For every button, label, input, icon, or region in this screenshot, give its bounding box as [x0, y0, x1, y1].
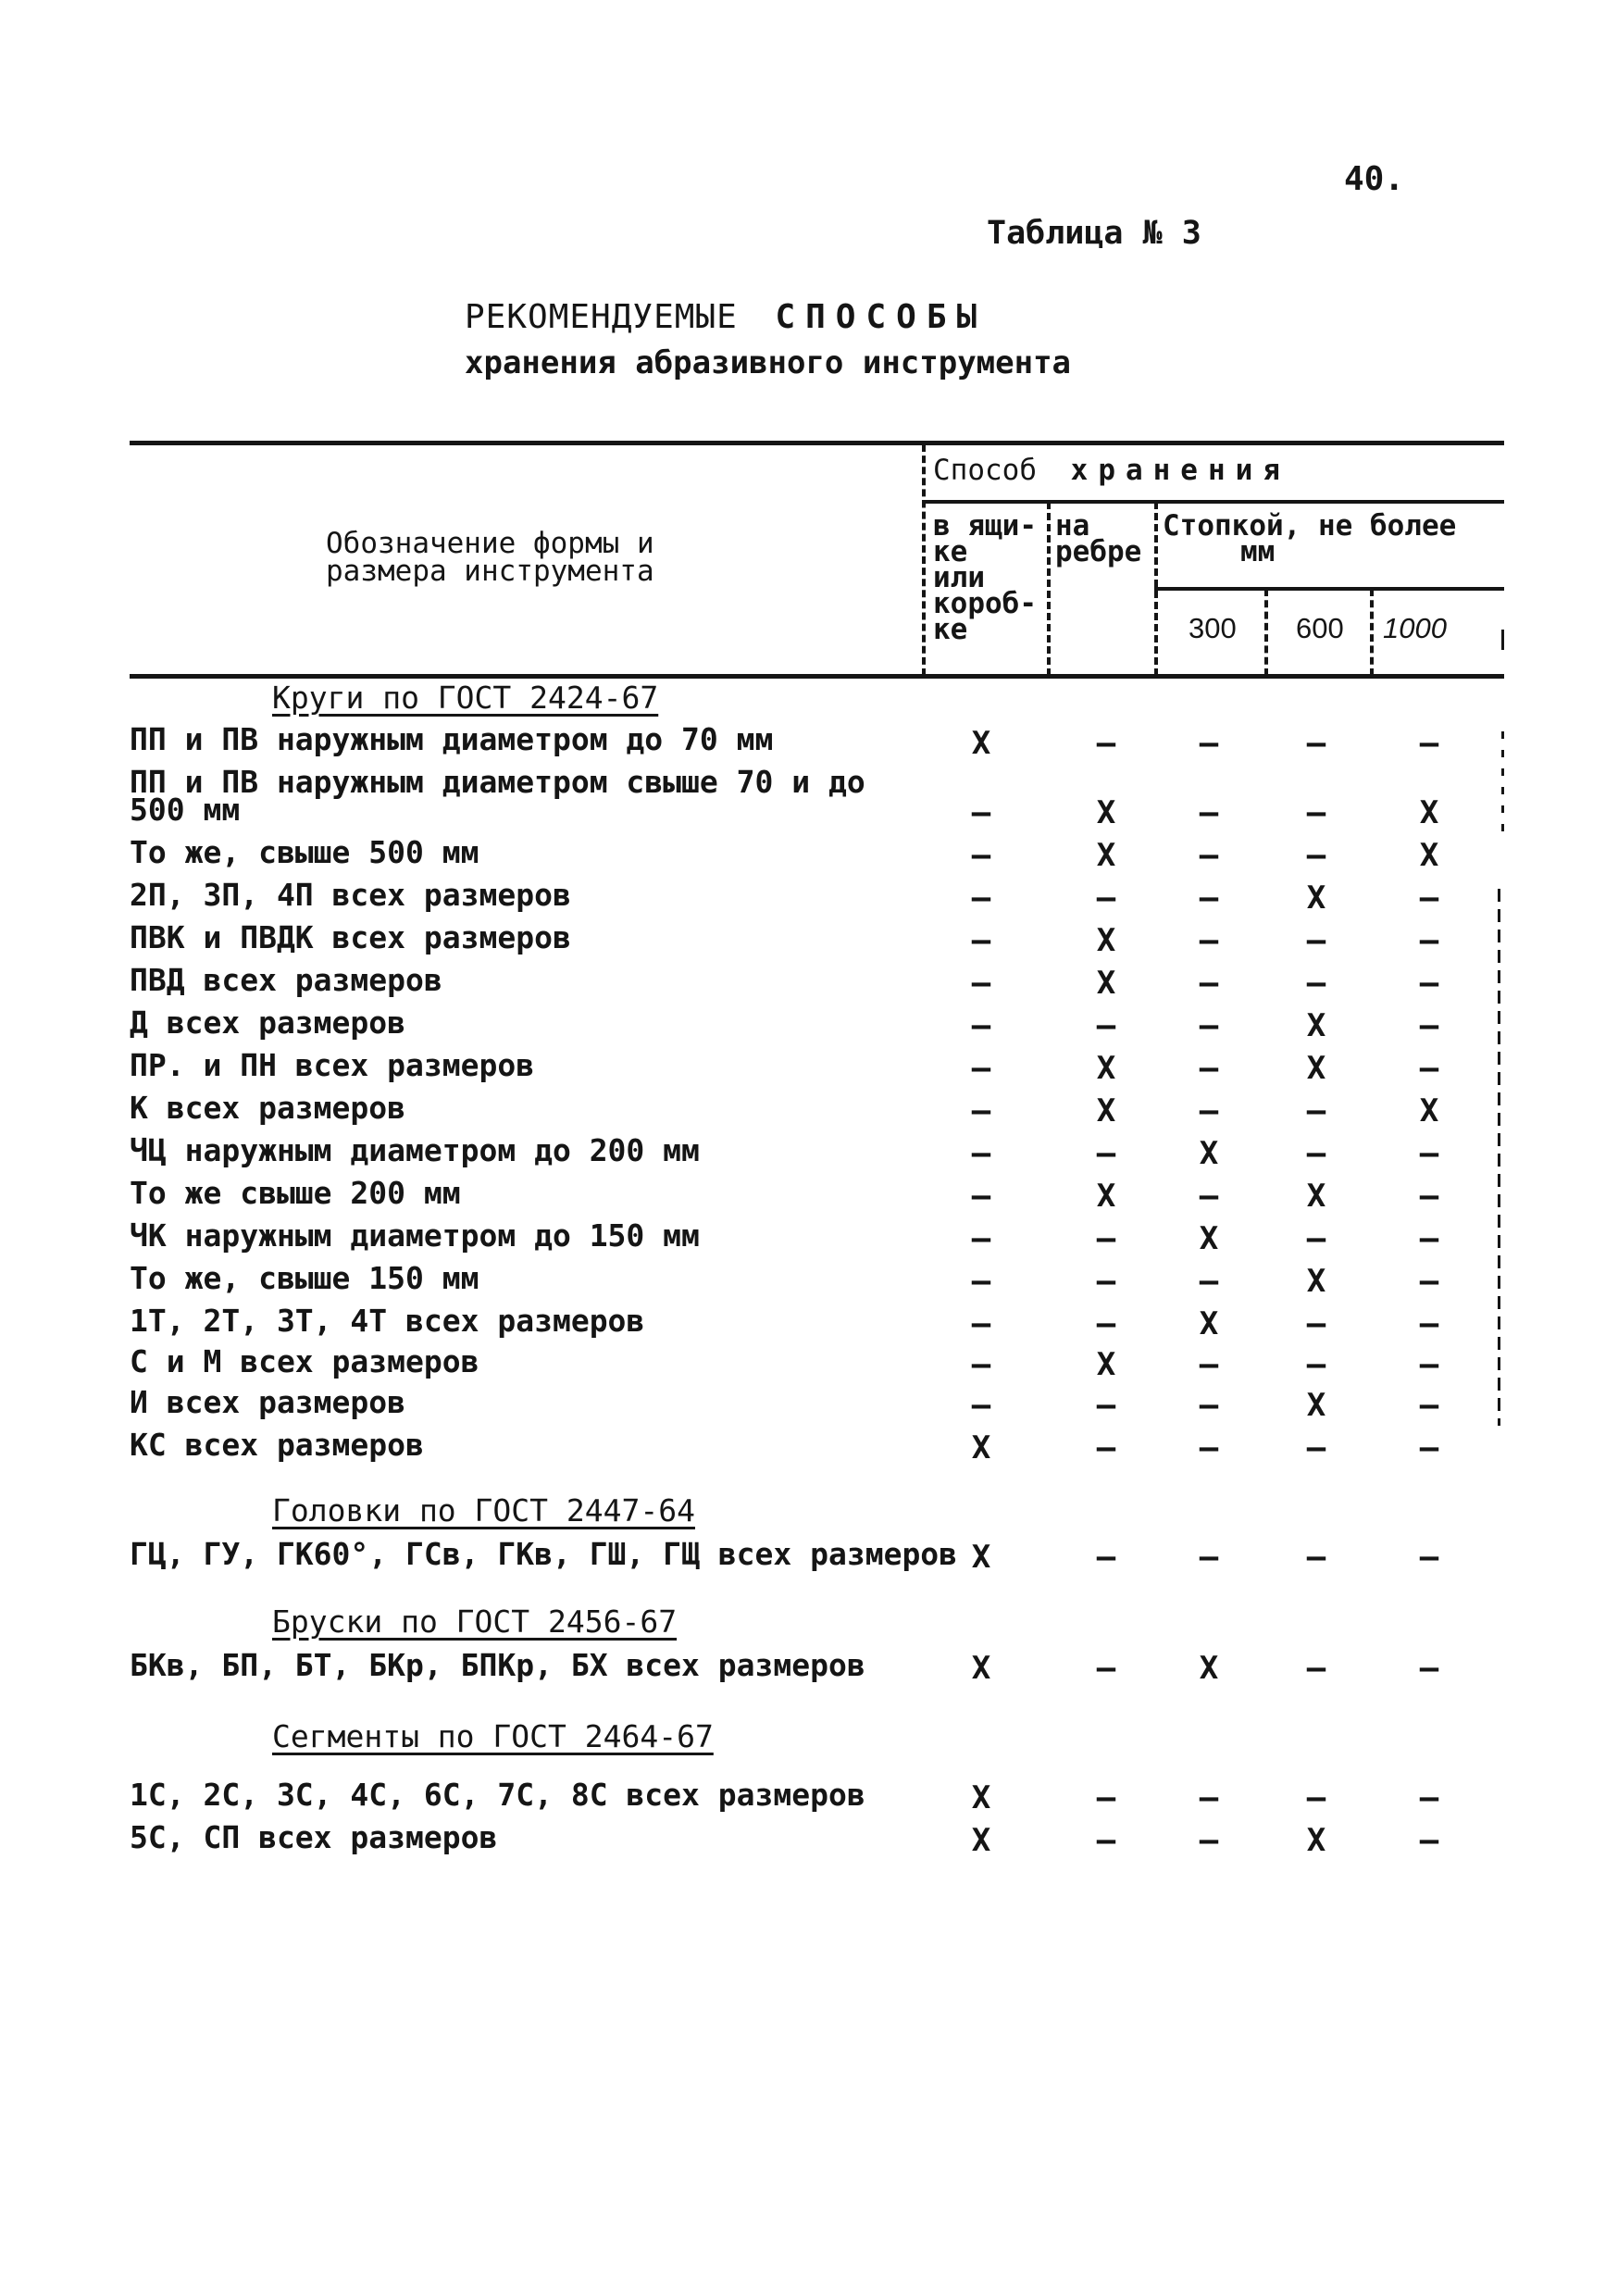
cell-edge: – [1096, 1539, 1116, 1576]
cell-edge: X [1096, 1346, 1116, 1383]
cell-edge: X [1096, 794, 1116, 831]
cell-300: – [1199, 1178, 1219, 1215]
row-label: То же, свыше 500 мм [130, 834, 479, 870]
header-divider-designation [922, 444, 926, 676]
cell-box: – [971, 1346, 991, 1383]
row-label: 1С, 2С, 3С, 4С, 6С, 7С, 8С всех размеров [130, 1777, 865, 1813]
cell-box: X [971, 1539, 991, 1576]
cell-600: – [1306, 1305, 1326, 1342]
cell-1000: – [1419, 1178, 1439, 1215]
scan-edge-mark [1501, 731, 1504, 842]
row-label-line-2: 500 мм [130, 792, 241, 828]
scan-edge-mark [1501, 630, 1504, 650]
storage-method-label-b: хранения [1070, 454, 1290, 487]
cell-300: X [1199, 1220, 1219, 1257]
cell-1000: – [1419, 1263, 1439, 1300]
cell-600: X [1306, 1007, 1326, 1044]
document-subtitle: хранения абразивного инструмента [465, 344, 1072, 381]
cell-600: – [1306, 1092, 1326, 1129]
row-label: ГЦ, ГУ, ГК60°, ГСв, ГКв, ГШ, ГЩ всех размеров [130, 1536, 958, 1572]
row-label-line-1: ПП и ПВ наружным диаметром свыше 70 и до [130, 764, 865, 800]
cell-600: – [1306, 1135, 1326, 1172]
cell-300: – [1199, 1387, 1219, 1424]
cell-edge: – [1096, 725, 1116, 762]
cell-1000: – [1419, 1050, 1439, 1087]
cell-box: – [971, 1050, 991, 1087]
cell-box: X [971, 1779, 991, 1816]
section-title-segments: Сегменты по ГОСТ 2464-67 [272, 1718, 714, 1754]
stack-height-rule [1154, 587, 1504, 591]
cell-box: – [971, 1305, 991, 1342]
cell-300: X [1199, 1650, 1219, 1687]
storage-method-rule [922, 500, 1504, 504]
on-edge-header [1055, 509, 1142, 568]
cell-box: X [971, 1650, 991, 1687]
row-label: И всех размеров [130, 1384, 406, 1420]
section-title-circles: Круги по ГОСТ 2424-67 [272, 680, 659, 716]
row-label: Д всех размеров [130, 1004, 406, 1041]
row-label: ПР. и ПН всех размеров [130, 1047, 535, 1083]
cell-600: X [1306, 1178, 1326, 1215]
cell-300: – [1199, 1539, 1219, 1576]
stack-header-line-2: мм [1240, 535, 1276, 568]
cell-1000: X [1419, 1092, 1439, 1129]
in-box-line-2: ке [933, 535, 968, 568]
row-label: С и М всех размеров [130, 1343, 479, 1379]
cell-300: – [1199, 1092, 1219, 1129]
cell-1000: – [1419, 1822, 1439, 1859]
cell-box: – [971, 837, 991, 874]
in-box-line-5: ке [933, 613, 968, 646]
cell-edge: – [1096, 1263, 1116, 1300]
cell-600: – [1306, 837, 1326, 874]
row-label: 5С, СП всех размеров [130, 1819, 498, 1855]
cell-edge: – [1096, 1220, 1116, 1257]
cell-box: X [971, 1429, 991, 1466]
scan-edge-mark [1498, 889, 1500, 1426]
cell-300: – [1199, 837, 1219, 874]
row-label: КС всех размеров [130, 1427, 424, 1463]
cell-box: – [971, 1263, 991, 1300]
cell-600: – [1306, 1220, 1326, 1257]
cell-600: X [1306, 1050, 1326, 1087]
cell-box: – [971, 1135, 991, 1172]
cell-300: X [1199, 1305, 1219, 1342]
stack-header-line-1: Стопкой, не более [1163, 509, 1457, 543]
height-600-header: 600 [1296, 612, 1344, 644]
cell-300: – [1199, 1779, 1219, 1816]
cell-300: – [1199, 1007, 1219, 1044]
row-label: К всех размеров [130, 1090, 406, 1126]
cell-edge: – [1096, 1650, 1116, 1687]
cell-1000: – [1419, 1220, 1439, 1257]
cell-1000: – [1419, 965, 1439, 1002]
cell-600: – [1306, 1779, 1326, 1816]
cell-box: X [971, 725, 991, 762]
cell-300: – [1199, 1429, 1219, 1466]
cell-1000: – [1419, 1346, 1439, 1383]
cell-box: – [971, 1092, 991, 1129]
row-label: То же, свыше 150 мм [130, 1260, 479, 1296]
cell-box: – [971, 1387, 991, 1424]
cell-edge: X [1096, 837, 1116, 874]
designation-header-line-2: размера инструмента [326, 555, 654, 588]
header-divider-edge [1154, 502, 1158, 676]
cell-300: – [1199, 794, 1219, 831]
on-edge-line-1: на [1055, 509, 1090, 543]
table-top-rule [130, 441, 1504, 445]
stack-header [1163, 509, 1457, 568]
row-label: ЧЦ наружным диаметром до 200 мм [130, 1132, 700, 1168]
title-part-b: СПОСОБЫ [775, 298, 988, 336]
height-300-header: 300 [1189, 612, 1237, 644]
header-divider-600 [1370, 589, 1374, 676]
cell-300: – [1199, 1263, 1219, 1300]
cell-1000: – [1419, 880, 1439, 917]
row-label: 2П, 3П, 4П всех размеров [130, 877, 571, 913]
in-box-line-3: или [933, 561, 985, 594]
cell-1000: – [1419, 1429, 1439, 1466]
row-label: ПП и ПВ наружным диаметром до 70 мм [130, 721, 774, 757]
cell-edge: – [1096, 1429, 1116, 1466]
cell-1000: – [1419, 1779, 1439, 1816]
designation-header [326, 527, 654, 588]
row-label: 1Т, 2Т, 3Т, 4Т всех размеров [130, 1303, 645, 1339]
row-label: ПВК и ПВДК всех размеров [130, 919, 571, 955]
cell-600: – [1306, 965, 1326, 1002]
in-box-header [933, 509, 1037, 646]
cell-box: – [971, 1178, 991, 1215]
cell-300: X [1199, 1135, 1219, 1172]
row-label [130, 764, 865, 828]
in-box-line-4: короб- [933, 587, 1037, 620]
height-1000-header: 1000 [1383, 612, 1447, 644]
cell-600: X [1306, 1263, 1326, 1300]
cell-1000: – [1419, 1007, 1439, 1044]
cell-box: – [971, 880, 991, 917]
row-label: БКв, БП, БТ, БКр, БПКр, БХ всех размеров [130, 1647, 865, 1683]
row-label: ПВД всех размеров [130, 962, 442, 998]
table-number: Таблица № 3 [987, 215, 1201, 252]
cell-300: – [1199, 922, 1219, 959]
cell-edge: – [1096, 1007, 1116, 1044]
header-divider-box [1047, 502, 1051, 676]
section-title-heads: Головки по ГОСТ 2447-64 [272, 1492, 695, 1529]
designation-header-line-1: Обозначение формы и [326, 527, 654, 560]
section-title-bars: Бруски по ГОСТ 2456-67 [272, 1603, 678, 1640]
row-label: То же свыше 200 мм [130, 1175, 461, 1211]
storage-method-label-a: Способ [933, 454, 1037, 487]
cell-1000: – [1419, 1650, 1439, 1687]
cell-300: – [1199, 1822, 1219, 1859]
page-number: 40. [1344, 160, 1405, 198]
cell-600: – [1306, 1650, 1326, 1687]
cell-600: – [1306, 1429, 1326, 1466]
on-edge-line-2: ребре [1055, 535, 1142, 568]
cell-edge: – [1096, 1822, 1116, 1859]
cell-600: – [1306, 1539, 1326, 1576]
cell-box: – [971, 1007, 991, 1044]
cell-edge: – [1096, 1305, 1116, 1342]
cell-edge: – [1096, 1779, 1116, 1816]
cell-edge: – [1096, 1135, 1116, 1172]
cell-600: X [1306, 1822, 1326, 1859]
cell-box: – [971, 1220, 991, 1257]
cell-600: – [1306, 725, 1326, 762]
title-part-a: РЕКОМЕНДУЕМЫЕ [465, 298, 738, 336]
cell-box: – [971, 794, 991, 831]
cell-box: X [971, 1822, 991, 1859]
cell-edge: – [1096, 880, 1116, 917]
cell-600: – [1306, 1346, 1326, 1383]
cell-1000: – [1419, 725, 1439, 762]
cell-1000: – [1419, 1135, 1439, 1172]
cell-edge: X [1096, 922, 1116, 959]
in-box-line-1: в ящи- [933, 509, 1037, 543]
storage-method-header [933, 454, 1290, 487]
cell-300: – [1199, 880, 1219, 917]
cell-600: – [1306, 794, 1326, 831]
cell-1000: – [1419, 1539, 1439, 1576]
cell-300: – [1199, 1346, 1219, 1383]
header-divider-300 [1264, 589, 1268, 676]
cell-edge: X [1096, 1092, 1116, 1129]
cell-300: – [1199, 965, 1219, 1002]
cell-1000: X [1419, 837, 1439, 874]
cell-300: – [1199, 725, 1219, 762]
cell-edge: X [1096, 965, 1116, 1002]
cell-600: X [1306, 880, 1326, 917]
cell-edge: X [1096, 1178, 1116, 1215]
cell-edge: X [1096, 1050, 1116, 1087]
cell-1000: – [1419, 1305, 1439, 1342]
cell-600: – [1306, 922, 1326, 959]
cell-1000: X [1419, 794, 1439, 831]
cell-1000: – [1419, 1387, 1439, 1424]
cell-600: X [1306, 1387, 1326, 1424]
cell-edge: – [1096, 1387, 1116, 1424]
cell-box: – [971, 965, 991, 1002]
cell-1000: – [1419, 922, 1439, 959]
cell-300: – [1199, 1050, 1219, 1087]
row-label: ЧК наружным диаметром до 150 мм [130, 1217, 700, 1254]
cell-box: – [971, 922, 991, 959]
table-header-bottom-rule [130, 674, 1504, 679]
document-title [465, 298, 987, 336]
